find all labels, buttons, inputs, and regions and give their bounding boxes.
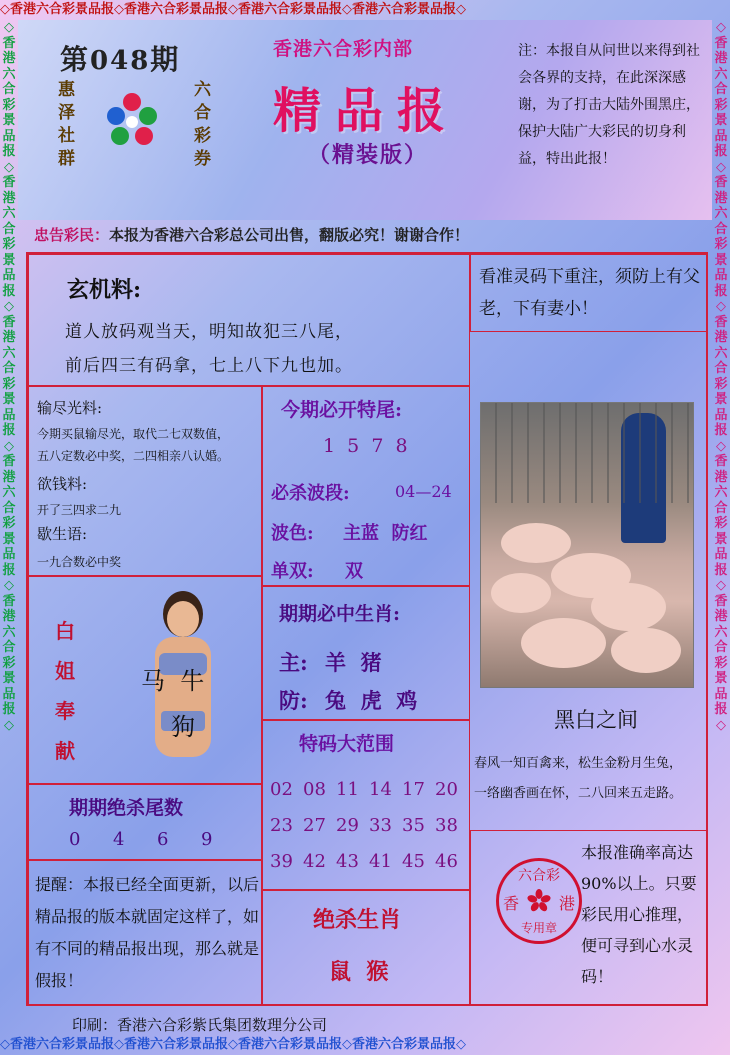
bauhinia-flower-icon — [527, 889, 551, 913]
kill-zodiac-section — [262, 890, 470, 1006]
beauty-vertical-text: 白姐奉献 — [55, 619, 75, 763]
photo-caption-line-2: 一络幽香画在怀，二八回来五走路。 — [474, 786, 683, 801]
xuanji-line-1: 道人放码观当天，明知故犯三八尾， — [65, 322, 353, 342]
issue-number: 第048期 — [60, 43, 181, 76]
kill-tail-title: 期期绝杀尾数 — [69, 797, 184, 819]
right-border-text: ◇香港六合彩景品报◇香港六合彩景品报◇香港六合彩景品报◇香港六合彩景品报◇香港六合彩景品报◇ — [714, 20, 728, 733]
xuanji-section — [28, 254, 470, 386]
hint-text-2: 开了三四求二九 — [37, 503, 122, 517]
range-row-2: 23 27 29 33 35 38 — [270, 815, 458, 836]
hint-title-1: 输尽光料: — [37, 399, 103, 417]
range-row-3: 39 42 43 41 45 46 — [270, 851, 458, 872]
org-title: 香港六合彩内部 — [273, 38, 414, 60]
official-stamp: 六合彩 香 港 专用章 — [496, 858, 582, 944]
accuracy-text: 本报准确率高达90%以上。只要彩民用心推理，便可寻到心水灵码！ — [581, 843, 697, 986]
kill-wave-value: 04—24 — [395, 482, 452, 501]
color-label: 波色: — [271, 523, 314, 544]
lottery-logo-icon — [102, 90, 162, 154]
photo-caption-line-1: 春风一知百禽来，松生金粉月生兔， — [474, 756, 683, 771]
tail-numbers: 1 5 7 8 — [323, 435, 408, 457]
warning-line: 忠告彩民：本报为香港六合彩总公司出售，翻版必究！谢谢合作！ — [34, 226, 470, 244]
pig-farm-photo — [480, 402, 694, 688]
hint-text-1b: 五八定数必中奖，二四相亲八认婚。 — [37, 449, 230, 463]
photo-caption-title: 黑白之间 — [554, 708, 638, 732]
main-panel — [26, 252, 708, 1006]
hint-title-2: 欲钱料: — [37, 475, 88, 493]
reminder-section — [28, 860, 262, 1006]
kill-tail-numbers: 0 4 6 9 — [69, 829, 213, 850]
xuanji-line-2: 前后四三有码拿，七上八下九也加。 — [65, 356, 353, 376]
right-top-section — [470, 254, 708, 332]
zodiac-main-label: 主: — [279, 650, 308, 675]
hint-section — [28, 386, 262, 576]
kill-tail-section — [28, 784, 262, 860]
header-note: 注：本报自从问世以来得到社会各界的支持，在此深深感谢，为了打击大陆外围黑庄，保护大陆广大彩民的切身利益，特出此报！ — [518, 43, 700, 167]
slogan-right: 六合彩券 — [190, 80, 210, 172]
range-row-1: 02 08 11 14 17 20 — [270, 779, 458, 800]
kill-zodiac-title: 绝杀生肖 — [313, 907, 402, 933]
odd-even-value: 双 — [345, 561, 363, 582]
tail-section — [262, 386, 470, 586]
top-border-text: ◇香港六合彩景品报◇香港六合彩景品报◇香港六合彩景品报◇香港六合彩景品报◇ — [0, 2, 466, 17]
overlay-zodiac-2: 狗 — [171, 713, 195, 741]
hint-text-1a: 今期买鼠输尽光，取代二七双数值， — [37, 427, 230, 441]
zodiac-guard-value: 兔 虎 鸡 — [325, 688, 418, 713]
footer-printer: 印刷：香港六合彩紫氏集团数理分公司 — [72, 1016, 328, 1034]
left-border-text: ◇香港六合彩景品报◇香港六合彩景品报◇香港六合彩景品报◇香港六合彩景品报◇香港六合彩景品报◇ — [2, 20, 16, 733]
main-title: 精品报 — [273, 83, 460, 139]
beauty-section — [28, 576, 262, 784]
bottom-border-text: ◇香港六合彩景品报◇香港六合彩景品报◇香港六合彩景品报◇香港六合彩景品报◇ — [0, 1037, 466, 1052]
xuanji-title: 玄机料: — [67, 277, 142, 303]
odd-even-label: 单双: — [271, 561, 314, 582]
range-section — [262, 720, 470, 890]
reminder-text: 提醒：本报已经全面更新，以后精品报的版本就固定这样了，如有不同的精品报出现，那么就是假报！ — [35, 875, 260, 990]
accuracy-section — [470, 830, 708, 1006]
zodiac-section — [262, 586, 470, 720]
hint-text-3: 一九合数必中奖 — [37, 555, 122, 569]
right-top-text: 看准灵码下重注，须防上有父老，下有妻小！ — [479, 267, 700, 319]
overlay-zodiac-1: 马 牛 — [141, 667, 205, 695]
color-value: 主蓝 防红 — [343, 523, 428, 544]
range-title: 特码大范围 — [299, 733, 395, 755]
subtitle: （精装版） — [308, 142, 429, 168]
photo-caption-section — [470, 690, 708, 830]
slogan-left: 惠泽社群 — [54, 80, 74, 172]
kill-zodiac-value: 鼠 猴 — [329, 959, 389, 985]
tail-title: 今期必开特尾: — [281, 399, 403, 421]
hint-title-3: 歇生语: — [37, 525, 88, 543]
kill-wave-label: 必杀波段: — [271, 483, 350, 504]
masthead — [18, 20, 712, 220]
zodiac-guard-label: 防: — [279, 688, 308, 713]
zodiac-main-value: 羊 猪 — [325, 650, 382, 675]
zodiac-title: 期期必中生肖: — [279, 603, 401, 625]
